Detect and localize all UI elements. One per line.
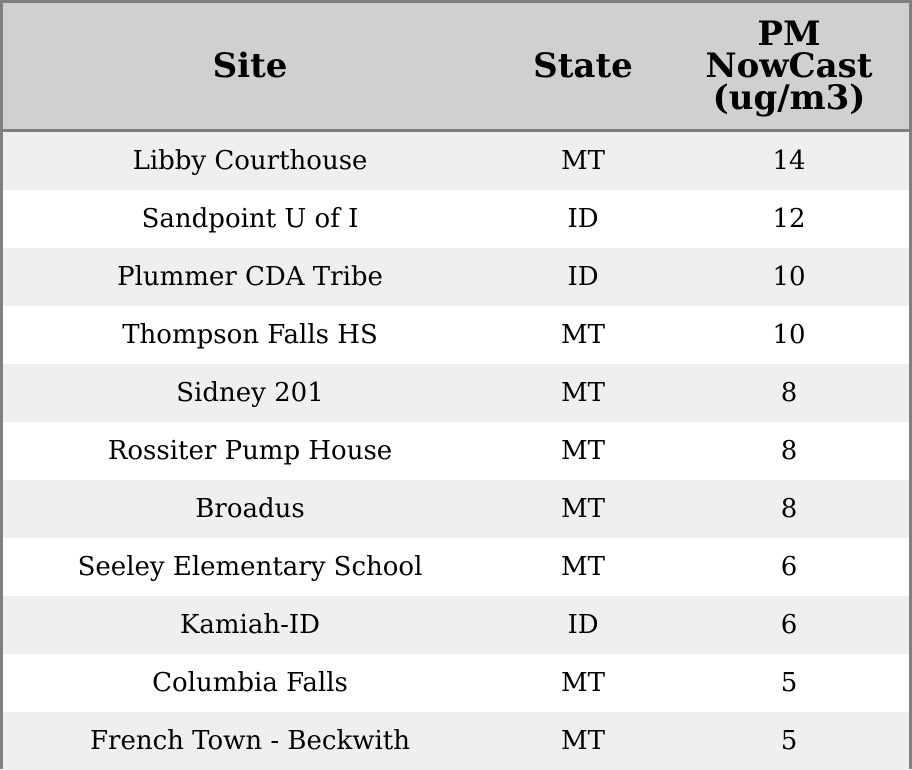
cell-state: MT — [561, 436, 605, 466]
cell-pm-nowcast: 8 — [780, 378, 798, 408]
cell-state: MT — [561, 320, 605, 350]
table-row — [3, 596, 909, 654]
table-row — [3, 654, 909, 712]
column-header-pm-nowcast: PM NowCast (ug/m3) — [705, 14, 873, 118]
cell-site: Kamiah-ID — [179, 610, 321, 640]
table-row — [3, 538, 909, 596]
table-row — [3, 480, 909, 538]
column-header-site: Site — [212, 46, 288, 86]
cell-state: MT — [561, 378, 605, 408]
cell-state: ID — [567, 204, 599, 234]
cell-site: Sandpoint U of I — [141, 204, 359, 234]
cell-state: MT — [561, 552, 605, 582]
cell-pm-nowcast: 6 — [780, 610, 798, 640]
cell-pm-nowcast: 5 — [780, 726, 798, 756]
table-row — [3, 132, 909, 190]
cell-site: Seeley Elementary School — [77, 552, 423, 582]
cell-site: Columbia Falls — [152, 668, 348, 698]
cell-site: Plummer CDA Tribe — [117, 262, 383, 292]
cell-pm-nowcast: 14 — [772, 146, 806, 176]
table-header — [3, 3, 909, 132]
cell-site: Broadus — [195, 494, 305, 524]
cell-site: Libby Courthouse — [132, 146, 368, 176]
cell-state: MT — [561, 668, 605, 698]
cell-pm-nowcast: 12 — [772, 204, 806, 234]
cell-pm-nowcast: 10 — [772, 262, 806, 292]
cell-pm-nowcast: 6 — [780, 552, 798, 582]
cell-pm-nowcast: 5 — [780, 668, 798, 698]
cell-state: MT — [561, 494, 605, 524]
cell-pm-nowcast: 8 — [780, 436, 798, 466]
cell-state: MT — [561, 726, 605, 756]
cell-state: ID — [567, 610, 599, 640]
column-header-state: State — [533, 46, 633, 86]
cell-state: MT — [561, 146, 605, 176]
table-row — [3, 422, 909, 480]
table-row — [3, 306, 909, 364]
cell-pm-nowcast: 10 — [772, 320, 806, 350]
cell-pm-nowcast: 8 — [780, 494, 798, 524]
table-row — [3, 712, 909, 770]
table-row — [3, 190, 909, 248]
cell-site: French Town - Beckwith — [89, 726, 411, 756]
table-row — [3, 364, 909, 422]
cell-state: ID — [567, 262, 599, 292]
cell-site: Rossiter Pump House — [107, 436, 393, 466]
cell-site: Thompson Falls HS — [122, 320, 378, 350]
table-body — [3, 132, 909, 769]
cell-site: Sidney 201 — [176, 378, 324, 408]
table-row — [3, 248, 909, 306]
